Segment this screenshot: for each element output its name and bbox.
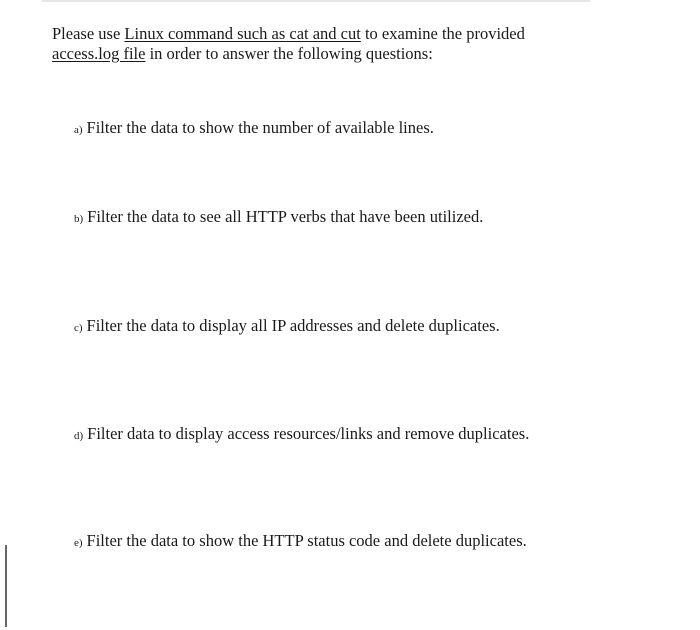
question-c-marker: c) [74, 322, 83, 334]
question-e-text: Filter the data to show the HTTP status code and delete duplicates. [86, 531, 527, 550]
question-d-marker: d) [74, 430, 84, 442]
access-log-file-underlined: access.log file [52, 44, 146, 63]
question-c-text: Filter the data to display all IP addresses and delete duplicates. [86, 316, 500, 335]
question-e-marker: e) [74, 537, 83, 549]
top-divider [42, 0, 590, 2]
question-e [74, 531, 527, 553]
question-a-marker: a) [74, 124, 83, 136]
question-a-text: Filter the data to show the number of available lines. [86, 118, 434, 137]
linux-command-underlined: Linux command such as cat and cut [124, 24, 361, 43]
scrollbar-edge [5, 545, 7, 627]
question-a [74, 118, 434, 140]
intro-text-1: Please use [52, 24, 125, 43]
question-b-marker: b) [74, 213, 84, 225]
question-d [74, 424, 529, 446]
intro-text-3: in order to answer the following questions: [145, 44, 433, 63]
intro-text-2: to examine the provided [360, 24, 525, 43]
question-d-text: Filter data to display access resources/links and remove duplicates. [87, 424, 530, 443]
question-c [74, 316, 500, 338]
question-b-text: Filter the data to see all HTTP verbs that have been utilized. [87, 207, 484, 226]
instructions-paragraph [52, 24, 612, 64]
question-b [74, 207, 483, 229]
